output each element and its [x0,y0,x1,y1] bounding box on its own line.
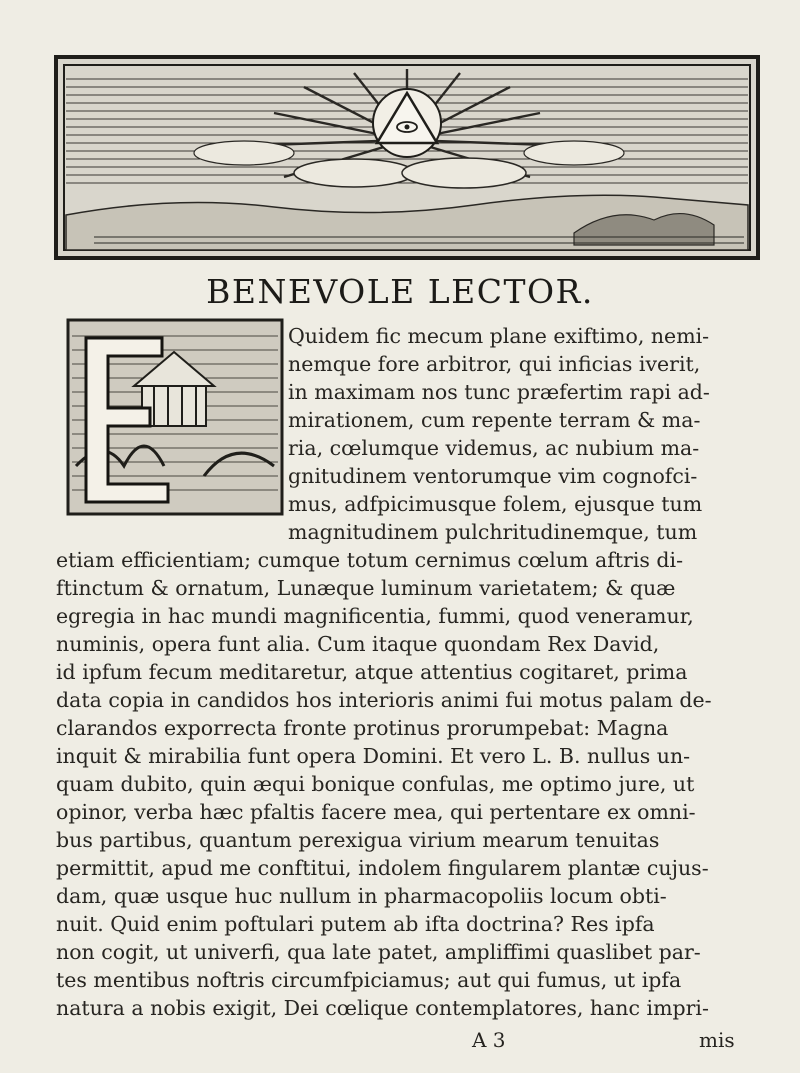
text-line: mus, adfpicimusque folem, ejusque tum [288,492,703,516]
text-line: etiam efficientiam; cumque totum cernimus cœlum aftris di- [56,548,684,572]
text-line: non cogit, ut univerfi, qua late patet, ampliffimi quaslibet par- [56,940,701,964]
text-line: mirationem, cum repente terram & ma- [288,408,701,432]
text-line: clarandos exporrecta fronte protinus prorumpebat: Magna [56,716,669,740]
section-title: BENEVOLE LECTOR. [206,272,594,311]
text-line: Quidem fic mecum plane exiftimo, nemi- [288,324,710,348]
text-line: nuit. Quid enim poftulari putem ab ifta doctrina? Res ipfa [56,912,655,936]
text-line: dam, quæ usque huc nullum in pharmacopoliis locum obti- [56,884,667,908]
signature-mark: A 3 [472,1028,506,1052]
text-line: data copia in candidos hos interioris animi fui motus palam de- [56,688,712,712]
decorated-initial-e-icon [64,316,286,518]
text-line: natura a nobis exigit, Dei cœlique contemplatores, hanc impri- [56,996,709,1020]
text-line: quam dubito, quin æqui bonique confulas, me optimo jure, ut [56,772,695,796]
text-line: gnitudinem ventorumque vim cognofci- [288,464,698,488]
text-line: inquit & mirabilia funt opera Domini. Et vero L. B. nullus un- [56,744,691,768]
text-line: permittit, apud me conftitui, indolem fingularem plantæ cujus- [56,856,709,880]
text-line: ftinctum & ornatum, Lunæque luminum varietatem; & quæ [56,576,676,600]
text-line: in maximam nos tunc præfertim rapi ad- [288,380,710,404]
catchword: mis [699,1028,735,1052]
text-line: egregia in hac mundi magnificentia, fummi, quod veneramur, [56,604,694,628]
text-line: nemque fore arbitror, qui inficias iverit, [288,352,701,376]
text-line: bus partibus, quantum perexigua virium mearum tenuitas [56,828,660,852]
text-line: ria, cœlumque videmus, ac nubium ma- [288,436,700,460]
text-line: tes mentibus noftris circumfpiciamus; aut qui fumus, ut ipfa [56,968,682,992]
text-line: id ipfum fecum meditaretur, atque attentius cogitaret, prima [56,660,688,684]
headpiece-ornament-icon [54,55,760,260]
text-line: opinor, verba hæc pfaltis facere mea, qui pertentare ex omni- [56,800,696,824]
text-line: magnitudinem pulchritudinemque, tum [288,520,698,544]
text-line: numinis, opera funt alia. Cum itaque quondam Rex David, [56,632,660,656]
